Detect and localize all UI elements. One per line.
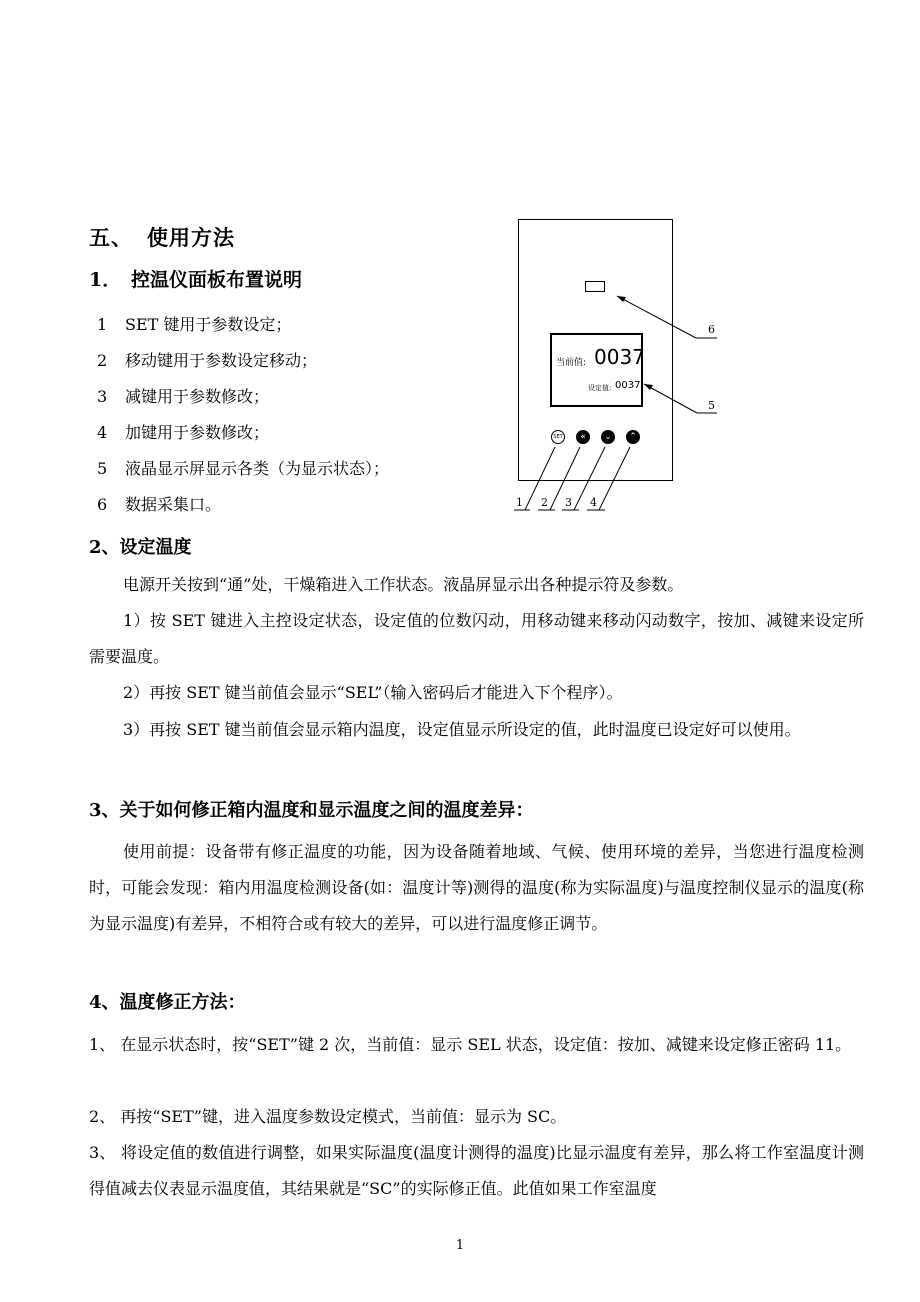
section4-title: 4、温度修正方法： (89, 992, 246, 1013)
set-value-label: 设定值: (588, 384, 612, 392)
section2-step3: 3）再按 SET 键当前值会显示箱内温度，设定值显示所设定的值，此时温度已设定好可以使用。 (123, 720, 801, 739)
section2-step2: 2）再按 SET 键当前值会显示“SEL”（输入密码后才能进入下个程序）。 (123, 683, 623, 702)
callout-1: 1 (516, 496, 523, 509)
up-double-chevron-icon: ⌃ (626, 430, 640, 444)
left-double-chevron-icon: « (576, 430, 590, 444)
section3-paragraph: 使用前提：设备带有修正温度的功能，因为设备随着地域、气候、使用环境的差异，当您进行温度检测时，可能会发现：箱内用温度检测设备(如：温度计等)测得的温度(称为实际温度)与温度控制仪显示的温度(称为显示温度)有差异，不相符合或有较大的差异，可以进行温度修正调节。 (89, 842, 864, 933)
current-value-label: 当前值: (556, 358, 587, 368)
section2-paragraph: 电源开关按到“通”处，干燥箱进入工作状态。液晶屏显示出各种提示符及参数。 (123, 575, 684, 594)
callout-2: 2 (541, 496, 548, 509)
list-item: 1 SET 键用于参数设定； (97, 315, 292, 334)
section2-step1: 1）按 SET 键进入主控设定状态，设定值的位数闪动，用移动键来移动闪动数字，按加、减键来设定所需要温度。 (89, 611, 864, 666)
section4-step2: 2、 再按“SET”键，进入温度参数设定模式，当前值：显示为 SC。 (89, 1107, 567, 1126)
section4-step1: 1、 在显示状态时，按“SET”键 2 次，当前值：显示 SEL 状态，设定值：按加、减键来设定修正密码 11。 (89, 1035, 852, 1054)
callout-3: 3 (565, 496, 572, 509)
callout-5: 5 (708, 399, 715, 412)
set-value: 0037 (615, 380, 641, 391)
list-item: 6 数据采集口。 (97, 495, 222, 514)
current-value: 0037 (594, 345, 645, 369)
list-item: 4 加键用于参数修改； (97, 423, 270, 442)
section4-step3: 3、 将设定值的数值进行调整，如果实际温度(温度计测得的温度)比显示温度有差异，那么将工作室温度计测得值减去仪表显示温度值，其结果就是“SC”的实际修正值。此值如果工作室温度 (89, 1143, 864, 1198)
page-number: 1 (455, 1238, 465, 1253)
subsection-number: 1． (89, 269, 122, 291)
down-double-chevron-icon: ⌄ (601, 430, 615, 444)
subsection-title: 控温仪面板布置说明 (131, 269, 303, 291)
section-number: 五、 (89, 225, 133, 250)
section3-title: 3、关于如何修正箱内温度和显示温度之间的温度差异： (89, 800, 534, 821)
section2-title: 2、设定温度 (89, 537, 192, 558)
callout-4: 4 (590, 496, 597, 509)
set-button-icon: SET (551, 430, 565, 444)
section-title: 使用方法 (147, 225, 235, 250)
list-item: 5 液晶显示屏显示各类（为显示状态）； (97, 459, 390, 478)
callout-6: 6 (708, 323, 715, 336)
list-item: 2 移动键用于参数设定移动； (97, 351, 318, 370)
list-item: 3 减键用于参数修改； (97, 387, 270, 406)
